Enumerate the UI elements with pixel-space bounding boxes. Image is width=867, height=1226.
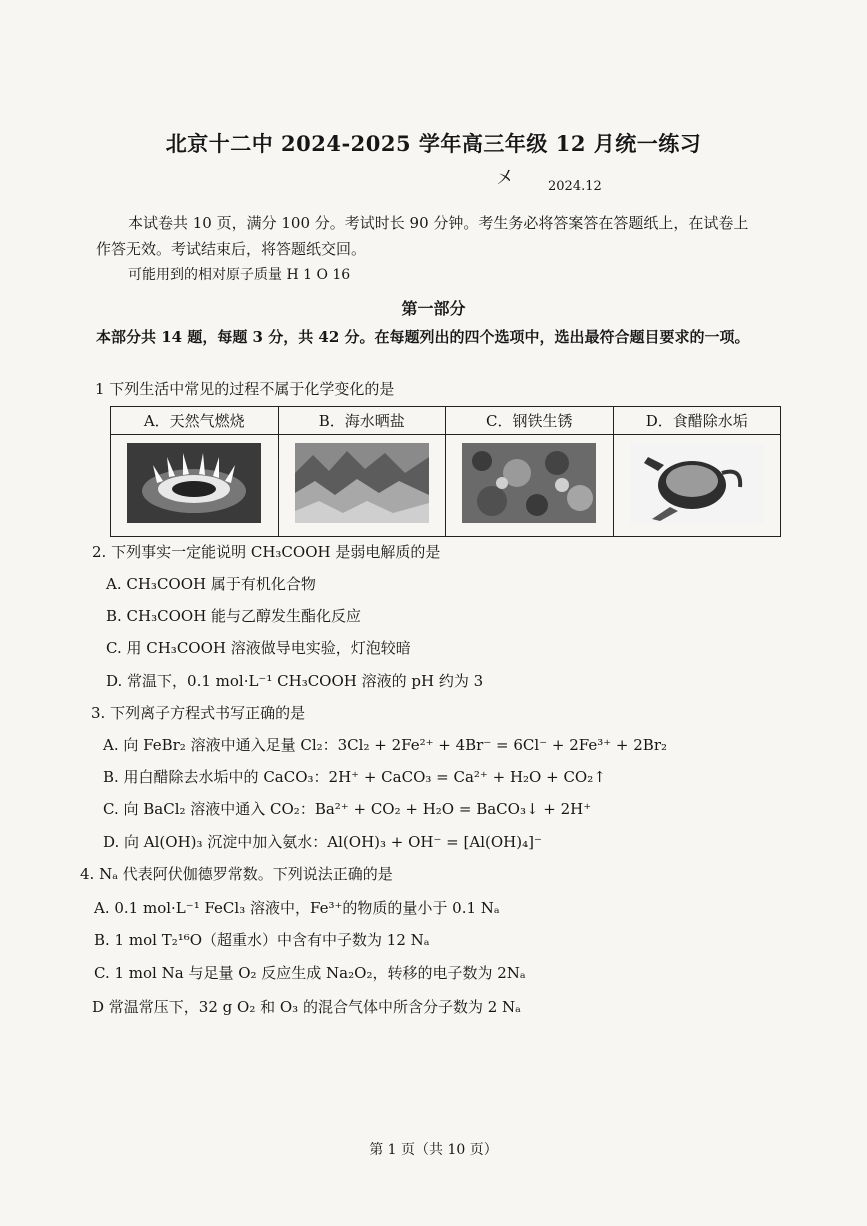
q3-option-a: A. 向 FeBr₂ 溶液中通入足量 Cl₂：3Cl₂ + 2Fe²⁺ + 4Br⁻ = 6Cl⁻ + 2Fe³⁺ + 2Br₂ xyxy=(103,736,668,754)
intro-line-1: 本试卷共 10 页，满分 100 分。考试时长 90 分钟。考生务必将答案答在答题纸上，在试卷上 xyxy=(128,214,749,232)
atomic-mass-line: 可能用到的相对原子质量 H 1 O 16 xyxy=(128,267,351,283)
q4-option-d: D 常温常压下，32 g O₂ 和 O₃ 的混合气体中所含分子数为 2 Nₐ xyxy=(92,998,521,1016)
q2-option-d: D. 常温下，0.1 mol·L⁻¹ CH₃COOH 溶液的 pH 约为 3 xyxy=(106,672,484,690)
q1-option-b: B．海水晒盐 xyxy=(278,407,446,435)
page-footer: 第 1 页（共 10 页） xyxy=(369,1142,498,1158)
q3-option-d: D. 向 Al(OH)₃ 沉淀中加入氨水：Al(OH)₃ + OH⁻ = [Al(OH)₄]⁻ xyxy=(103,833,542,851)
intro-line-2: 作答无效。考试结束后，将答题纸交回。 xyxy=(96,240,367,258)
exam-title: 北京十二中 2024-2025 学年高三年级 12 月统一练习 xyxy=(165,131,702,156)
section-instruction: 本部分共 14 题，每题 3 分，共 42 分。在每题列出的四个选项中，选出最符合题目要求的一项。 xyxy=(96,328,750,346)
exam-date: 2024.12 xyxy=(548,179,602,194)
q4-option-a: A. 0.1 mol·L⁻¹ FeCl₃ 溶液中，Fe³⁺的物质的量小于 0.1 Nₐ xyxy=(94,899,500,917)
q2-stem: 2. 下列事实一定能说明 CH₃COOH 是弱电解质的是 xyxy=(92,543,441,561)
q2-option-b: B. CH₃COOH 能与乙醇发生酯化反应 xyxy=(106,607,362,625)
rusty-steel-icon xyxy=(462,443,596,523)
q4-option-c: C. 1 mol Na 与足量 O₂ 反应生成 Na₂O₂，转移的电子数为 2Nₐ xyxy=(94,964,526,982)
kettle-scale-icon xyxy=(630,443,764,523)
q4-option-b: B. 1 mol T₂¹⁶O（超重水）中含有中子数为 12 Nₐ xyxy=(94,931,430,949)
sea-salt-icon xyxy=(295,443,429,523)
handwritten-mark: 㐅 xyxy=(496,168,514,189)
q3-option-b: B. 用白醋除去水垢中的 CaCO₃：2H⁺ + CaCO₃ = Ca²⁺ + H₂O + CO₂↑ xyxy=(103,768,606,786)
q1-option-c: C．钢铁生锈 xyxy=(446,407,614,435)
gas-flame-icon xyxy=(127,443,261,523)
q1-option-d: D．食醋除水垢 xyxy=(613,407,781,435)
q4-stem: 4. Nₐ 代表阿伏伽德罗常数。下列说法正确的是 xyxy=(80,865,393,883)
q2-option-a: A. CH₃COOH 属于有机化合物 xyxy=(106,575,316,593)
q3-option-c: C. 向 BaCl₂ 溶液中通入 CO₂：Ba²⁺ + CO₂ + H₂O = BaCO₃↓ + 2H⁺ xyxy=(103,800,592,818)
q1-stem: 1 下列生活中常见的过程不属于化学变化的是 xyxy=(95,380,395,398)
q1-image-table xyxy=(110,406,781,537)
section-title: 第一部分 xyxy=(401,299,466,318)
q2-option-c: C. 用 CH₃COOH 溶液做导电实验，灯泡较暗 xyxy=(106,639,411,657)
q3-stem: 3. 下列离子方程式书写正确的是 xyxy=(91,704,306,722)
q1-option-a: A．天然气燃烧 xyxy=(111,407,279,435)
